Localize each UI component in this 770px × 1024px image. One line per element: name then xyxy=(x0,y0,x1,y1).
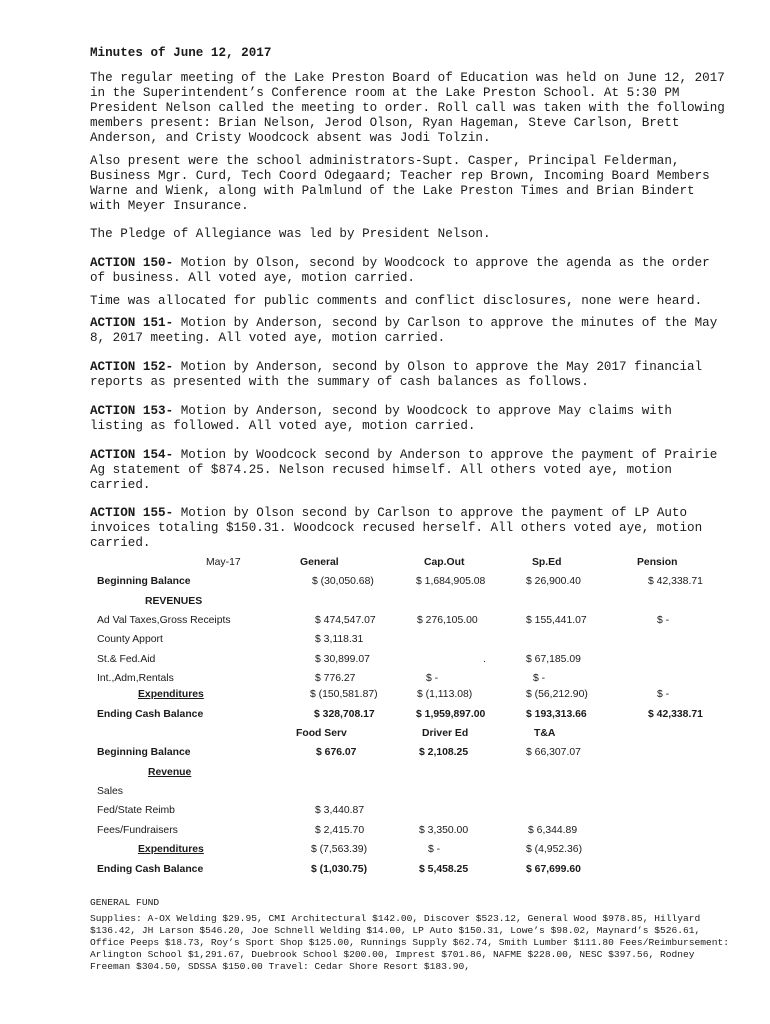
paragraph-roll-call: The regular meeting of the Lake Preston Board of Education was held on June 12, 2017 in the Superintendent’s Conference room at the Lake Preston School. At 5:30 PM President Nelson called the meeting to order. Roll call was taken with the following members present: Brian Nelson, Jerod Olson, Ryan Hageman, Steve Carlson, Brett Anderson, and Cristy Woodcock absent was Jodi Tolzin. xyxy=(90,71,725,145)
cell-value: $ 3,118.31 xyxy=(315,634,364,645)
col-header-driver-ed: Driver Ed xyxy=(422,728,469,739)
cell-value: $ 42,338.71 xyxy=(648,576,703,587)
action-label: ACTION 153- xyxy=(90,404,174,418)
action-text: Motion by Olson, second by Woodcock to approve the agenda as the order of business. All voted aye, motion carried. xyxy=(90,256,710,285)
action-150 xyxy=(90,256,730,286)
row-label-beginning: Beginning Balance xyxy=(97,747,191,758)
cell-value: $ 328,708.17 xyxy=(314,709,375,720)
cell-value: $ 155,441.07 xyxy=(526,615,587,626)
cell-value: . xyxy=(483,654,486,665)
action-text: Motion by Anderson, second by Olson to approve the May 2017 financial reports as presented with the summary of cash balances as follows. xyxy=(90,360,703,389)
action-label: ACTION 151- xyxy=(90,316,174,330)
cell-value: $ - xyxy=(426,673,439,684)
cell-value: $ 30,899.07 xyxy=(315,654,370,665)
cell-value: $ 193,313.66 xyxy=(526,709,587,720)
action-153 xyxy=(90,404,730,434)
row-label: County Apport xyxy=(97,634,163,645)
col-header-sped: Sp.Ed xyxy=(532,557,562,568)
action-155 xyxy=(90,506,730,551)
action-label: ACTION 155- xyxy=(90,506,174,520)
section-label-revenue: Revenue xyxy=(148,767,192,778)
cell-value: $ - xyxy=(428,844,441,855)
cell-value: $ 676.07 xyxy=(316,747,357,758)
cell-value: $ (56,212.90) xyxy=(526,689,588,700)
cell-value: $ 3,440.87 xyxy=(315,805,365,816)
cell-value: $ 2,415.70 xyxy=(315,825,365,836)
cell-value: $ (1,030.75) xyxy=(311,864,368,875)
cell-value: $ 42,338.71 xyxy=(648,709,703,720)
row-label: Ad Val Taxes,Gross Receipts xyxy=(97,615,231,626)
cell-value: $ 1,684,905.08 xyxy=(416,576,486,587)
cell-value: $ 776.27 xyxy=(315,673,356,684)
cell-value: $ 474,547.07 xyxy=(315,615,376,626)
table-month: May-17 xyxy=(206,557,241,568)
cell-value: $ - xyxy=(657,615,670,626)
cell-value: $ (150,581.87) xyxy=(310,689,378,700)
action-152 xyxy=(90,360,730,390)
action-text: Motion by Anderson, second by Carlson to approve the minutes of the May 8, 2017 meeting. All voted aye, motion carried. xyxy=(90,316,718,345)
cell-value: $ 66,307.07 xyxy=(526,747,581,758)
cell-value: $ 6,344.89 xyxy=(528,825,578,836)
row-label-ending: Ending Cash Balance xyxy=(97,864,204,875)
row-label: St.& Fed.Aid xyxy=(97,654,156,665)
cell-value: $ 3,350.00 xyxy=(419,825,469,836)
cell-value: $ 1,959,897.00 xyxy=(416,709,486,720)
cell-value: $ - xyxy=(533,673,546,684)
cell-value: $ 276,105.00 xyxy=(417,615,478,626)
col-header-capout: Cap.Out xyxy=(424,557,465,568)
general-fund-claims: Supplies: A-OX Welding $29.95, CMI Architectural $142.00, Discover $523.12, General Wood $978.85, Hillyard $136.42, JH Larson $546.20, Joe Schnell Welding $14.00, LP Auto $150.31, Lowe’s $98.02, Maynard’s $526.61, Office Peeps $18.73, Roy’s Sport Shop $125.00, Runnings Supply $62.74, Smith Lumber $111.80 Fees/Reimbursement: Arlington School $1,291.67, Duebrook School $200.00, Imprest $701.86, NAFME $228.00, NESC $397.56, Rodney Freeman $304.50, SDSSA $150.00 Travel: Cedar Shore Resort $183.90, xyxy=(90,913,730,972)
col-header-food-serv: Food Serv xyxy=(296,728,347,739)
cell-value: $ 26,900.40 xyxy=(526,576,581,587)
row-label-beginning: Beginning Balance xyxy=(97,576,191,587)
cell-value: $ (7,563.39) xyxy=(311,844,368,855)
row-label: Int.,Adm,Rentals xyxy=(97,673,174,684)
action-text: Motion by Woodcock second by Anderson to approve the payment of Prairie Ag statement of $874.25. Nelson recused himself. All others voted aye, motion carried. xyxy=(90,448,718,492)
cell-value: $ (1,113.08) xyxy=(417,689,473,700)
row-label-expenditures: Expenditures xyxy=(138,689,204,700)
action-151 xyxy=(90,316,730,346)
page-title: Minutes of June 12, 2017 xyxy=(90,46,272,60)
paragraph-pledge: The Pledge of Allegiance was led by President Nelson. xyxy=(90,227,491,241)
action-label: ACTION 152- xyxy=(90,360,174,374)
action-154 xyxy=(90,448,730,493)
cell-value: $ 67,699.60 xyxy=(526,864,581,875)
row-label: Fees/Fundraisers xyxy=(97,825,178,836)
cell-value: $ (30,050.68) xyxy=(312,576,374,587)
paragraph-also-present: Also present were the school administrators-Supt. Casper, Principal Felderman, Business Mgr. Curd, Tech Coord Odegaard; Teacher rep Brown, Incoming Board Members Warne and Wienk, along with Palmlund of the Lake Preston Times and Brian Bindert with Meyer Insurance. xyxy=(90,154,710,213)
action-label: ACTION 150- xyxy=(90,256,174,270)
row-label-ending: Ending Cash Balance xyxy=(97,709,204,720)
paragraph-public-comments: Time was allocated for public comments and conflict disclosures, none were heard. xyxy=(90,294,703,308)
col-header-ta: T&A xyxy=(534,728,556,739)
row-label-expenditures: Expenditures xyxy=(138,844,204,855)
cell-value: $ 67,185.09 xyxy=(526,654,581,665)
cell-value: $ 2,108.25 xyxy=(419,747,469,758)
cell-value: $ (4,952.36) xyxy=(526,844,583,855)
col-header-pension: Pension xyxy=(637,557,678,568)
section-label-revenues: REVENUES xyxy=(145,596,203,607)
general-fund-heading: GENERAL FUND xyxy=(90,897,160,908)
cell-value: $ - xyxy=(657,689,670,700)
action-text: Motion by Anderson, second by Woodcock to approve May claims with listing as followed. All voted aye, motion carried. xyxy=(90,404,672,433)
col-header-general: General xyxy=(300,557,339,568)
row-label: Sales xyxy=(97,786,123,797)
cell-value: $ 5,458.25 xyxy=(419,864,469,875)
action-label: ACTION 154- xyxy=(90,448,174,462)
action-text: Motion by Olson second by Carlson to approve the payment of LP Auto invoices totaling $150.31. Woodcock recused herself. All others voted aye, motion carried. xyxy=(90,506,703,550)
row-label: Fed/State Reimb xyxy=(97,805,175,816)
